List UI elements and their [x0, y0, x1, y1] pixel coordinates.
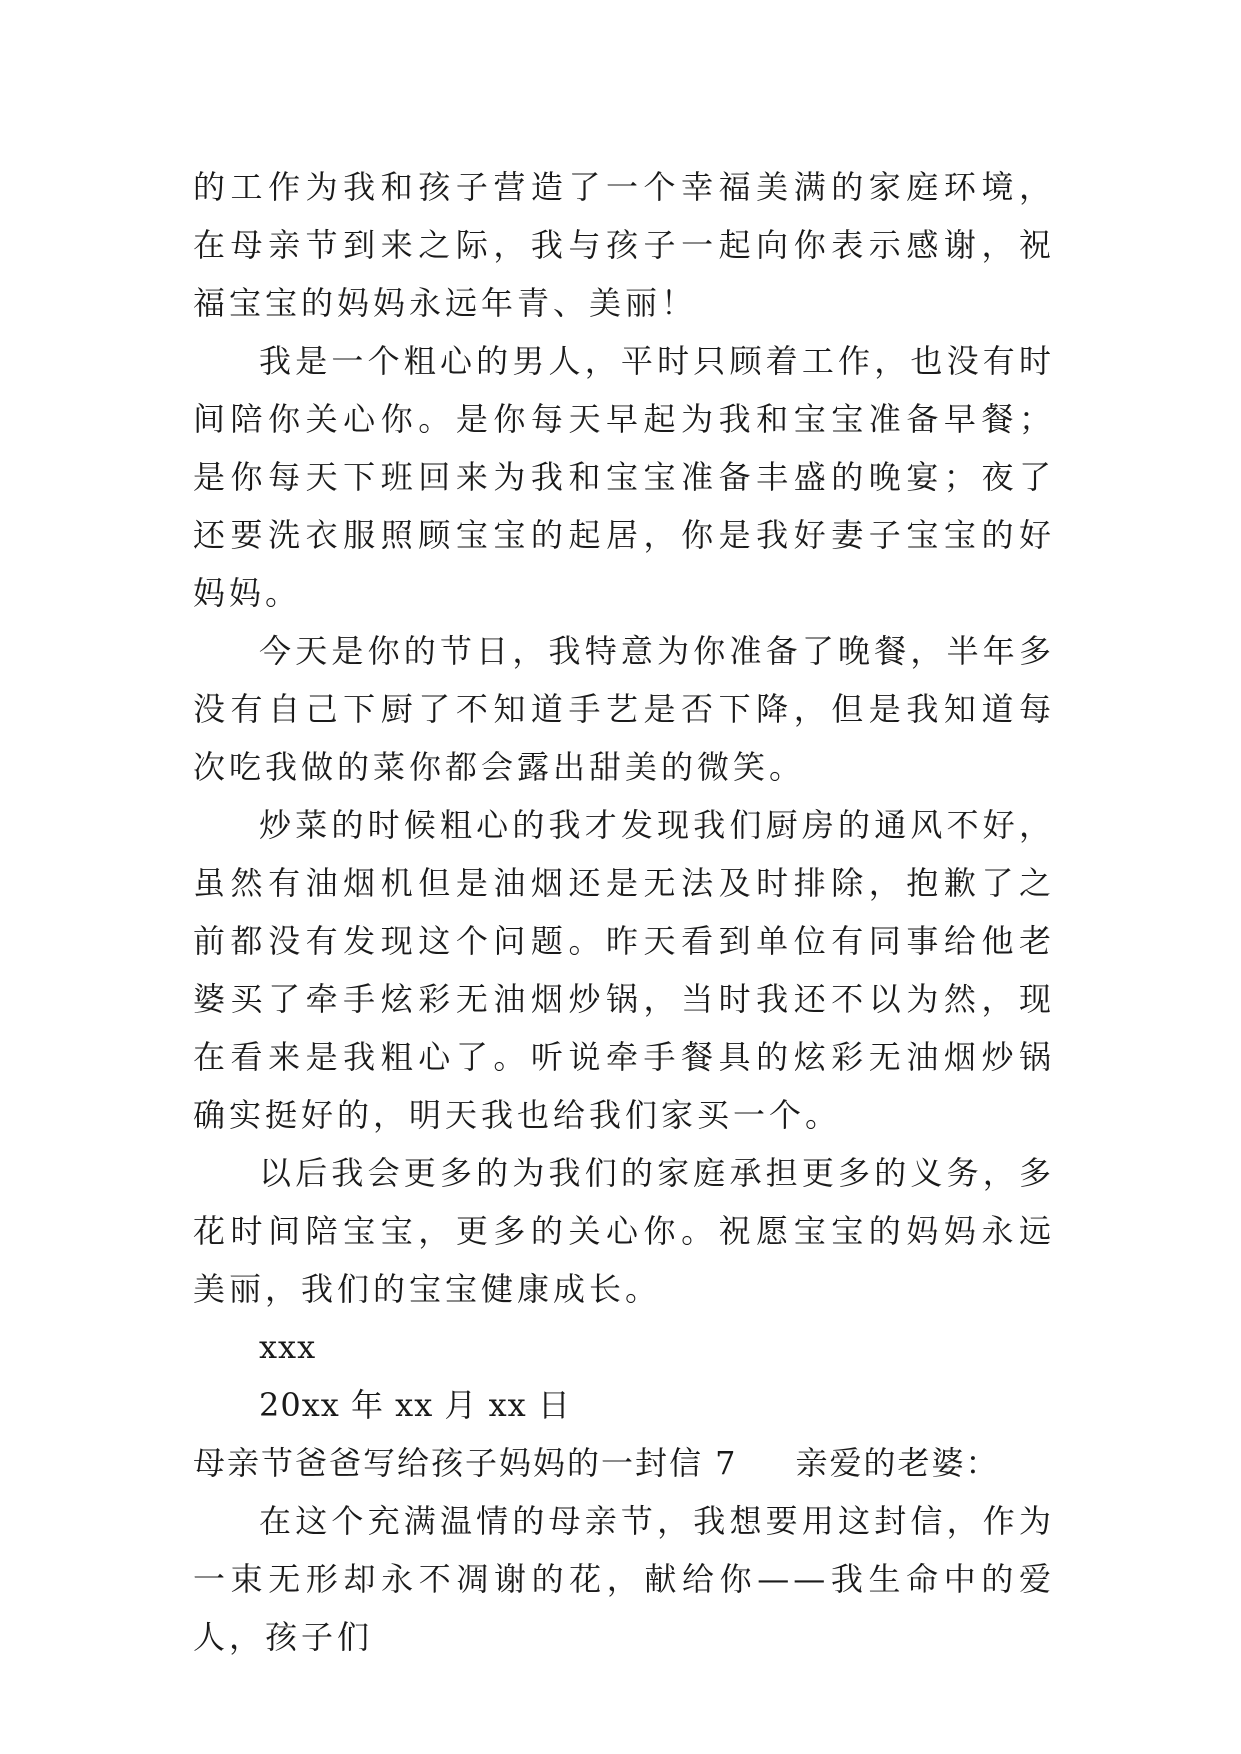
letter-greeting: 亲爱的老婆： — [795, 1444, 1000, 1482]
paragraph-letter7-opening: 在这个充满温情的母亲节，我想要用这封信，作为一束无形却永不凋谢的花，献给你——我生命中的爱人，孩子们 — [193, 1502, 1055, 1656]
letter-title: 母亲节爸爸写给孩子妈妈的一封信 7 — [193, 1444, 738, 1482]
letter-heading — [193, 1434, 1055, 1492]
paragraph-kitchen-wok: 炒菜的时候粗心的我才发现我们厨房的通风不好，虽然有油烟机但是油烟还是无法及时排除，抱歉了之前都没有发现这个问题。昨天看到单位有同事给他老婆买了牵手炫彩无油烟炒锅，当时我还不以为然，现在看来是我粗心了。听说牵手餐具的炫彩无油烟炒锅确实挺好的，明天我也给我们家买一个。 — [193, 806, 1055, 1134]
paragraph-future-promise: 以后我会更多的为我们的家庭承担更多的义务，多花时间陪宝宝，更多的关心你。祝愿宝宝的妈妈永远美丽，我们的宝宝健康成长。 — [193, 1154, 1055, 1308]
paragraph-careless-man: 我是一个粗心的男人，平时只顾着工作，也没有时间陪你关心你。是你每天早起为我和宝宝准备早餐；是你每天下班回来为我和宝宝准备丰盛的晚宴；夜了还要洗衣服照顾宝宝的起居，你是我好妻子宝宝的好妈妈。 — [193, 342, 1055, 612]
signature: xxx — [259, 1328, 317, 1366]
document-body — [193, 158, 1055, 1666]
paragraph-continuation: 的工作为我和孩子营造了一个幸福美满的家庭环境，在母亲节到来之际，我与孩子一起向你表示感谢，祝福宝宝的妈妈永远年青、美丽！ — [193, 168, 1055, 322]
letter-date: 20xx 年 xx 月 xx 日 — [259, 1386, 571, 1424]
paragraph-holiday-dinner: 今天是你的节日，我特意为你准备了晚餐，半年多没有自己下厨了不知道手艺是否下降，但是我知道每次吃我做的菜你都会露出甜美的微笑。 — [193, 632, 1055, 786]
